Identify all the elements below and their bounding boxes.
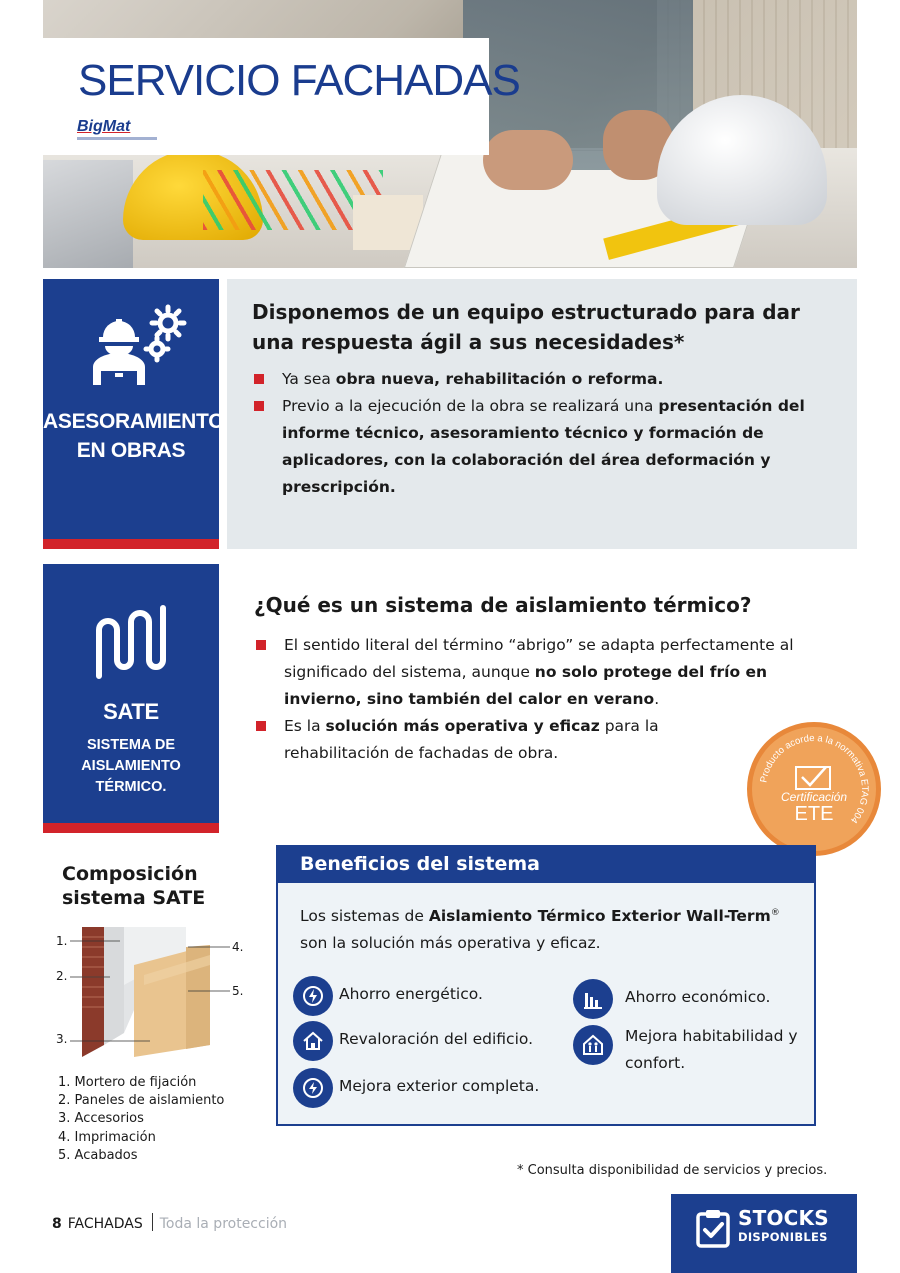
page-number: 8 [52,1216,62,1232]
ete-certification-stamp [747,722,881,856]
asesoramiento-panel [43,279,225,549]
bullet-bold: solución más operativa y eficaz [325,717,600,735]
stamp-ring-label: Producto acorde a la normativa ETAG 004 [758,732,871,826]
benefit-label: Revaloración del edificio. [339,1030,534,1048]
subtitle-line: TÉRMICO. [95,779,167,795]
layer-number: 3. [56,1032,68,1046]
asesoramiento-info [227,279,857,549]
benefits-title: Beneficios del sistema [278,847,814,883]
house-value-icon [293,1021,333,1061]
asesoramiento-bullets [252,366,842,501]
footer-section: FACHADAS [67,1216,143,1232]
bullet-text: El sentido literal del término “abrigo” se adapta perfectamente al significado del sistema, aunque [284,636,794,681]
sate-panel-subtitle [43,735,219,798]
bullet-item [254,713,824,767]
bullet-text: . [654,690,660,708]
benefit-item [293,976,483,1016]
benefits-intro [300,900,800,957]
bullet-text: Previo a la ejecución de la obra se realizará una [282,397,659,415]
page-title: SERVICIO FACHADAS [78,56,520,105]
logo-tagline-bar [77,137,157,140]
benefits-box [276,845,816,1126]
composition-legend [58,1074,224,1165]
stamp-ete-label: ETE [794,803,834,825]
legend-item: 2. Paneles de aislamiento [58,1093,225,1109]
legend-item: 3. Accesorios [58,1111,144,1127]
benefit-item [293,1021,533,1061]
benefit-label: Mejora habitabilidad y confort. [625,1027,798,1072]
bullet-text: Es la [284,717,326,735]
worker-gears-icon [93,305,193,387]
footnote: * Consulta disponibilidad de servicios y precios. [517,1163,828,1178]
intro-text: son la solución más operativa y eficaz. [300,934,601,953]
clipboard-check-icon [696,1208,730,1248]
legend-item: 5. Acabados [58,1147,138,1163]
logo-text: BigMat [77,118,131,135]
legend-item: 4. Imprimación [58,1129,156,1145]
energy-saving-icon [293,976,333,1016]
sate-panel-title: SATE [103,699,159,724]
registered-mark: ® [770,908,780,918]
bullet-item [252,366,842,393]
panel-title-line: EN OBRAS [76,439,186,462]
benefit-item [573,979,770,1019]
bullet-bold: presentación del informe técnico, asesoramiento técnico y formación de aplicadores, con la colaboración del área deformación y prescripción. [282,397,805,496]
sate-bullets [254,632,824,767]
bullet-item [252,393,842,501]
family-home-icon [573,1025,613,1065]
stocks-badge [671,1194,857,1273]
sate-headline: ¿Qué es un sistema de aislamiento térmico? [254,593,752,617]
subtitle-line: AISLAMIENTO [81,758,181,774]
composition-title-line: Composición [62,863,198,885]
bullet-text: para la rehabilitación de fachadas de obra. [284,717,659,762]
bigmat-logo [77,116,157,140]
bullet-text: Ya sea [282,370,336,388]
benefit-label: Ahorro económico. [625,988,771,1006]
benefit-item [293,1068,539,1108]
panel-title [43,407,225,465]
hero-laptop [43,160,133,268]
bullet-bold: no solo protege del frío en invierno, sino también del calor en verano [284,663,768,708]
layer-number: 1. [56,934,68,948]
intro-bold: Aislamiento Térmico Exterior Wall-Term [428,907,771,926]
sate-layers-diagram [58,925,258,1060]
panel-title-line: ASESORAMIENTO [43,410,225,433]
lightning-icon [293,1068,333,1108]
title-box [43,38,520,155]
bullet-item [254,632,824,713]
composition-title [62,862,205,910]
stocks-line1: STOCKS [738,1206,829,1230]
footer-divider [152,1213,153,1231]
intro-text: Los sistemas de [300,907,429,926]
layer-number: 4. [232,940,244,954]
layer-number: 2. [56,969,68,983]
stamp-cert-label: Certificación [780,790,848,804]
page-footer [52,1213,287,1232]
stocks-line2: DISPONIBLES [738,1230,828,1244]
footer-tagline: Toda la protección [159,1216,288,1232]
composition-title-line: sistema SATE [62,887,206,909]
legend-item: 1. Mortero de fijación [58,1075,197,1090]
wave-coil-icon [91,600,171,680]
bar-chart-icon [573,979,613,1019]
benefit-label: Ahorro energético. [339,985,483,1003]
hero-hand [483,130,573,190]
asesoramiento-headline: Disponemos de un equipo estructurado para dar una respuesta ágil a sus necesidades* [252,300,800,354]
subtitle-line: SISTEMA DE [86,737,176,753]
layer-number: 5. [232,984,244,998]
stamp-ring-text [752,727,876,851]
benefit-item [573,1025,803,1077]
sate-panel [43,564,219,833]
benefit-label: Mejora exterior completa. [339,1077,540,1095]
bullet-bold: obra nueva, rehabilitación o reforma. [335,370,664,388]
